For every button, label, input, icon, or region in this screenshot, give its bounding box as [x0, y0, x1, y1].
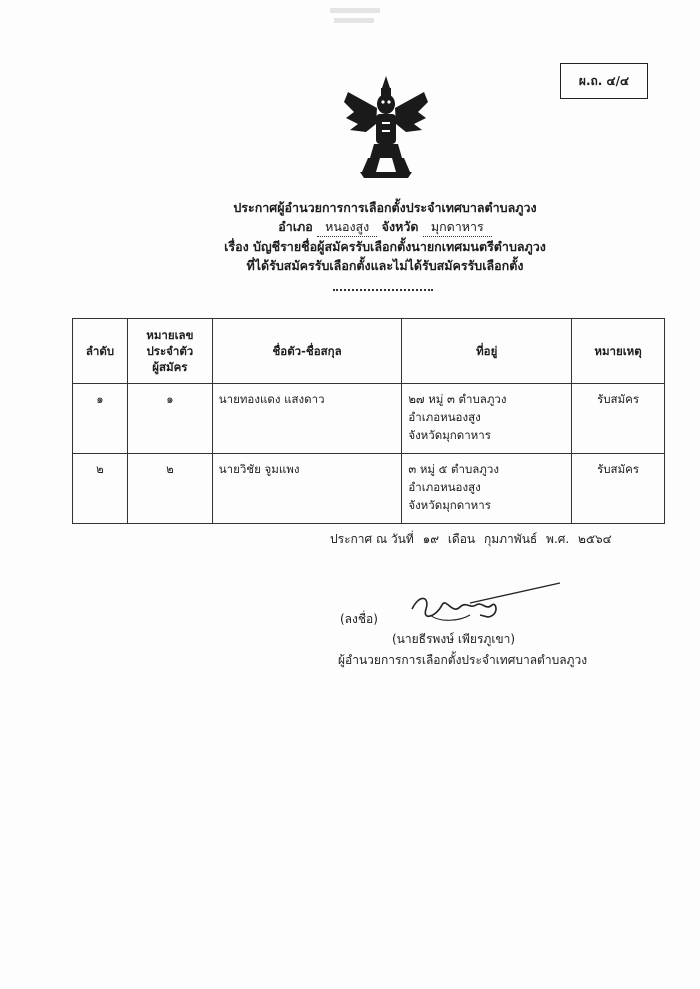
- header-line-2: [150, 217, 620, 237]
- header-candidate-number: [127, 319, 212, 384]
- announce-month-label: เดือน: [447, 532, 476, 546]
- header-line-3: เรื่อง บัญชีรายชื่อผู้สมัครรับเลือกตั้งนายกเทศมนตรีตำบลภูวง: [224, 239, 546, 254]
- row-order: ๒: [73, 454, 128, 524]
- handwritten-signature: [400, 575, 570, 635]
- header-number-line-1: หมายเลข: [146, 328, 194, 342]
- sign-label: (ลงชื่อ): [340, 612, 378, 626]
- announce-year: ๒๕๖๔: [578, 532, 612, 546]
- faint-stamp-mark: [326, 6, 386, 28]
- province-label: จังหวัด: [381, 219, 419, 234]
- district-label: อำเภอ: [278, 219, 313, 234]
- announce-year-label: พ.ศ.: [546, 532, 570, 546]
- address-line: จังหวัดมุกดาหาร: [408, 428, 491, 442]
- header-line-4: ที่ได้รับสมัครรับเลือกตั้งและไม่ได้รับสมัครรับเลือกตั้ง: [246, 258, 524, 273]
- address-line: อำเภอหนองสูง: [408, 410, 481, 424]
- row-remark: รับสมัคร: [572, 384, 665, 454]
- header-address: ที่อยู่: [402, 319, 572, 384]
- table-row: [73, 384, 665, 454]
- header-remark: หมายเหตุ: [572, 319, 665, 384]
- header-line-1: ประกาศผู้อำนวยการการเลือกตั้งประจำเทศบาลตำบลภูวง: [233, 200, 537, 215]
- announce-month: กุมภาพันธ์: [483, 532, 538, 546]
- address-line: อำเภอหนองสูง: [408, 480, 481, 494]
- garuda-emblem-icon: [340, 72, 432, 182]
- row-address: [402, 384, 572, 454]
- row-order: ๑: [73, 384, 128, 454]
- signer-title: ผู้อำนวยการการเลือกตั้งประจำเทศบาลตำบลภูวง: [338, 653, 588, 667]
- district-value: หนองสูง: [317, 217, 377, 237]
- announcement-date: [330, 530, 617, 549]
- province-value: มุกดาหาร: [423, 217, 492, 237]
- row-candidate-name: นายทองแดง แสงดาว: [212, 384, 402, 454]
- table-header-row: [73, 319, 665, 384]
- announce-day: ๑๙: [422, 532, 439, 546]
- row-candidate-name: นายวิชัย จูมแพง: [212, 454, 402, 524]
- address-line: ๓ หมู่ ๕ ตำบลภูวง: [408, 462, 499, 476]
- header-order: ลำดับ: [73, 319, 128, 384]
- row-candidate-number: ๑: [127, 384, 212, 454]
- candidates-table: [72, 318, 665, 524]
- address-line: จังหวัดมุกดาหาร: [408, 498, 491, 512]
- dotted-separator: [333, 289, 433, 291]
- table-row: [73, 454, 665, 524]
- announcement-header: [150, 198, 620, 275]
- header-number-line-2: ประจำตัว: [146, 344, 194, 358]
- header-number-line-3: ผู้สมัคร: [152, 360, 188, 374]
- row-address: [402, 454, 572, 524]
- signer-name: (นายธีรพงษ์ เพียรภูเขา): [392, 632, 516, 646]
- row-remark: รับสมัคร: [572, 454, 665, 524]
- header-name: ชื่อตัว-ชื่อสกุล: [212, 319, 402, 384]
- announce-prefix: ประกาศ ณ วันที่: [330, 532, 414, 546]
- form-code-box: ผ.ถ. ๔/๔: [560, 63, 648, 99]
- row-candidate-number: ๒: [127, 454, 212, 524]
- address-line: ๒๗ หมู่ ๓ ตำบลภูวง: [408, 392, 507, 406]
